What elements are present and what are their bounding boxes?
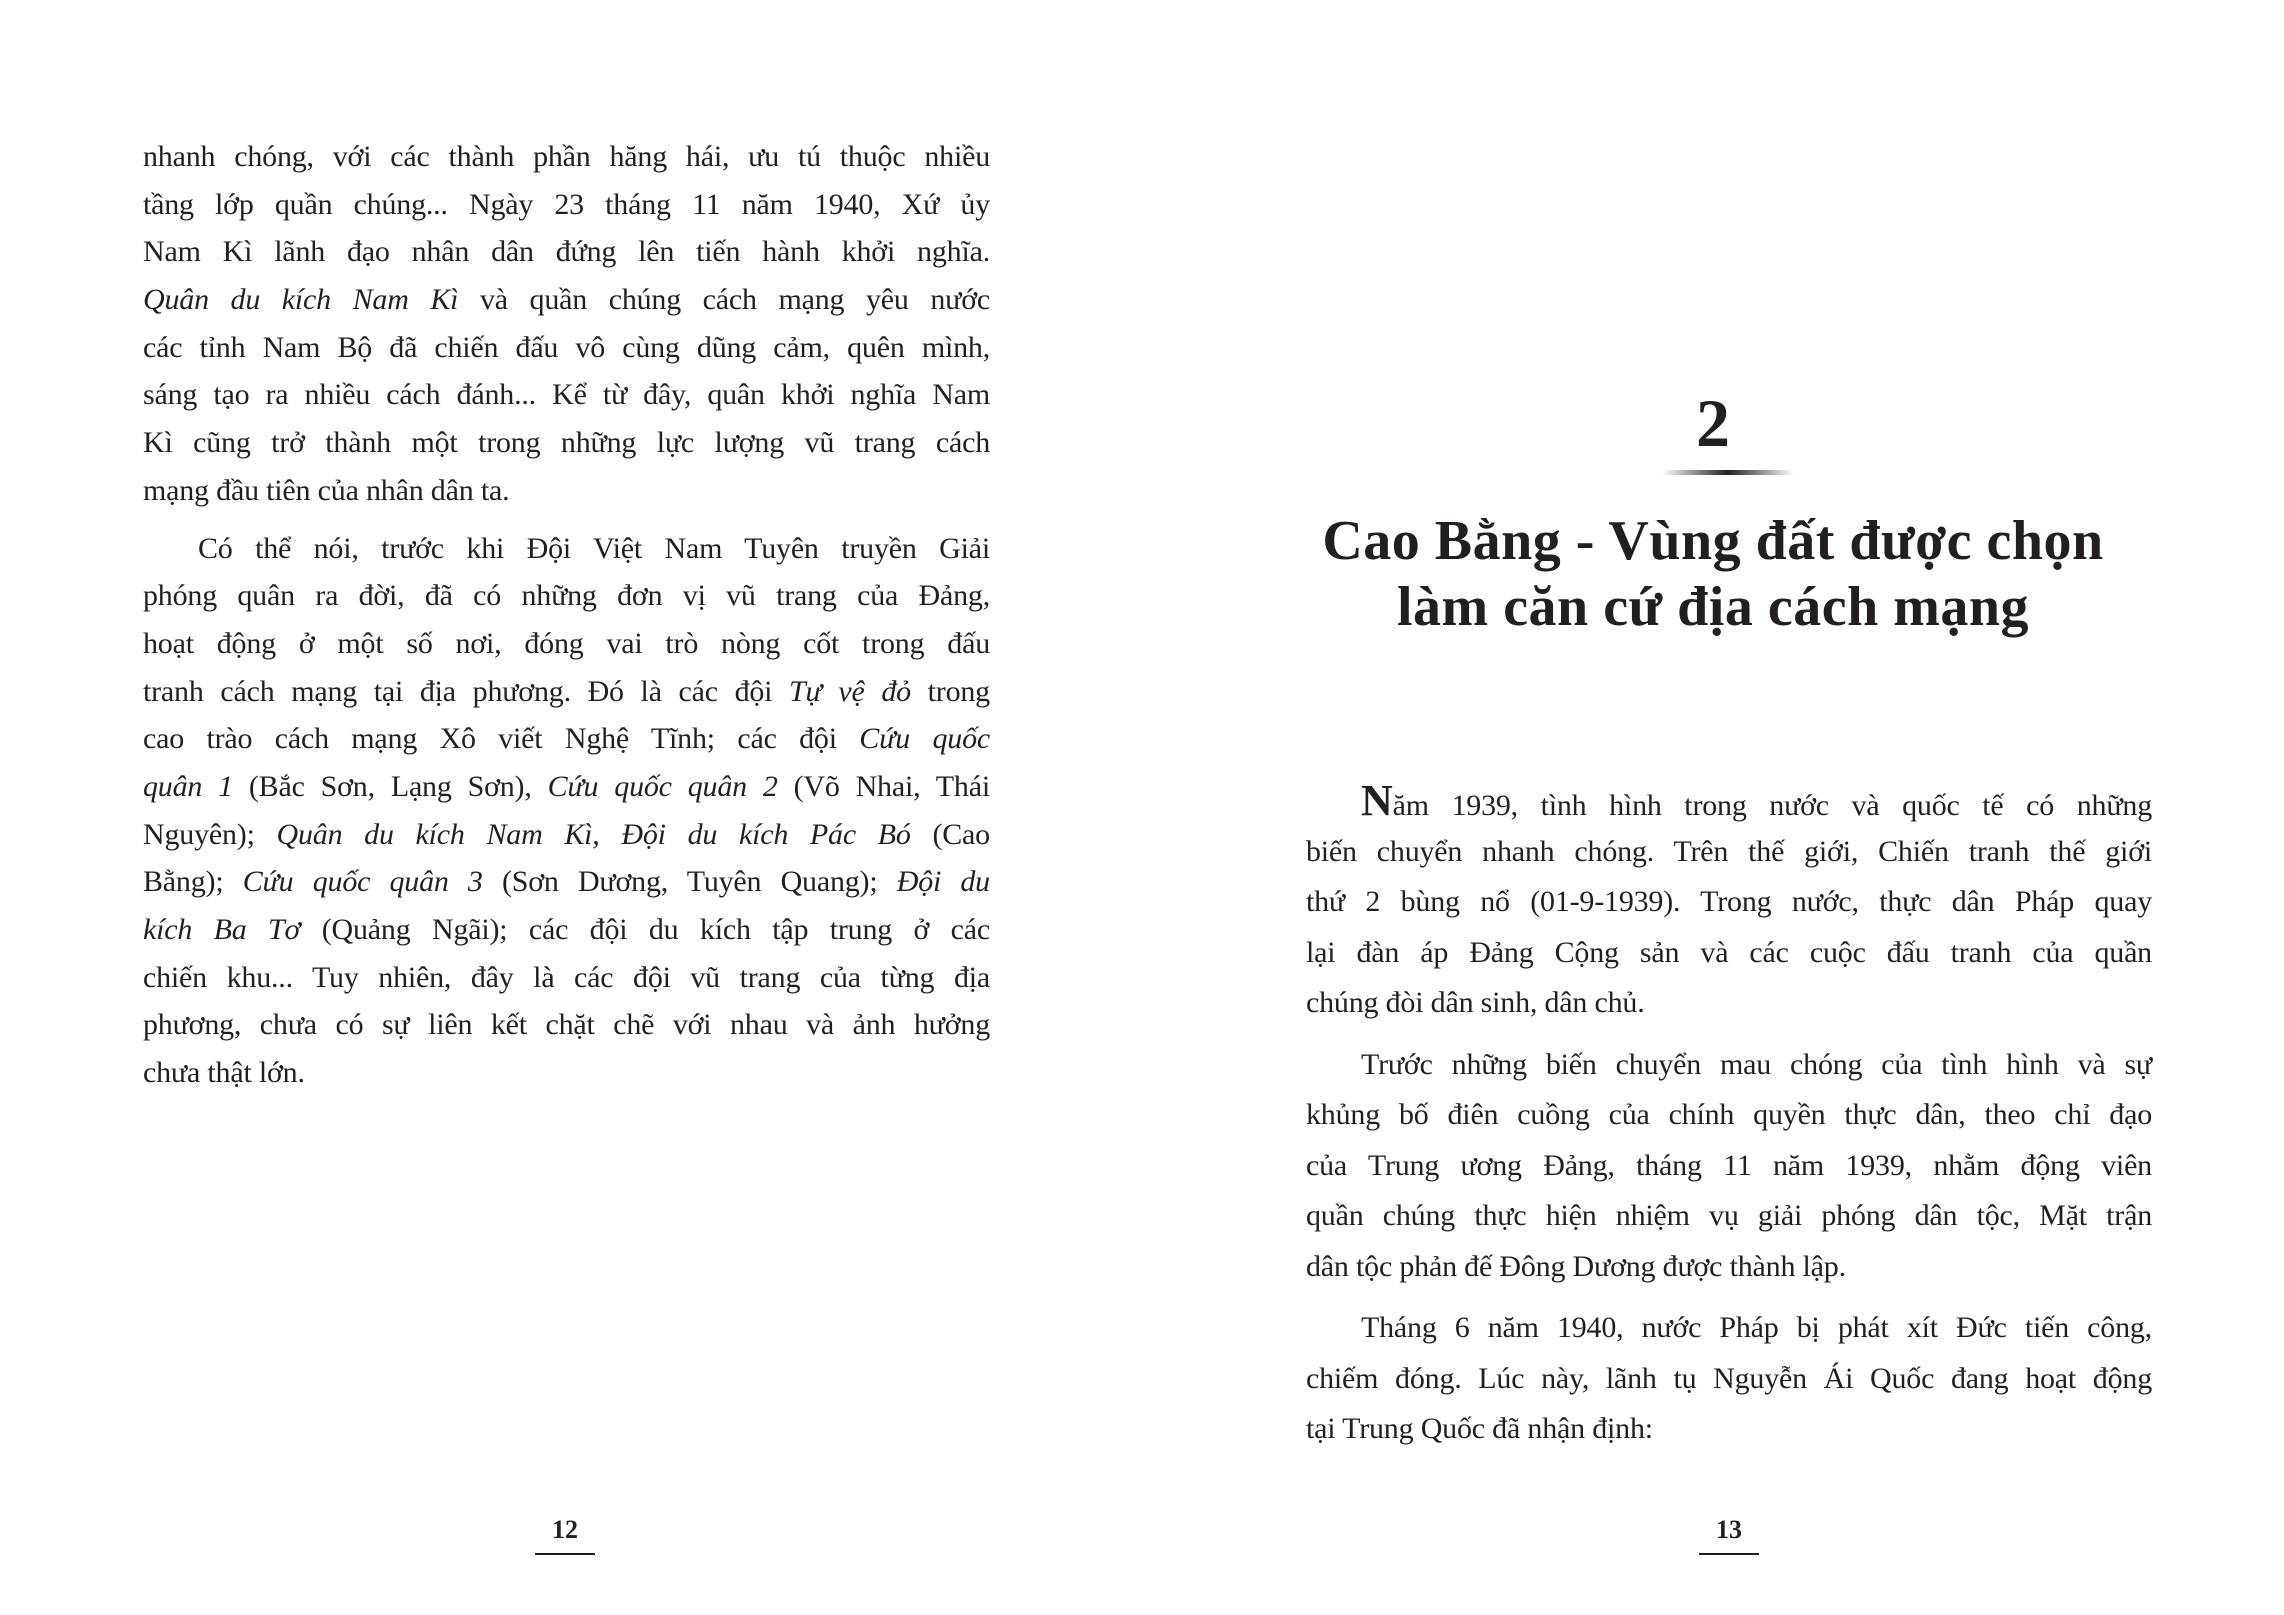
text-run: chúng đòi dân sinh, dân chủ.: [1306, 986, 1645, 1019]
italic-text: Cứu quốc: [859, 722, 990, 756]
text-line: [143, 276, 990, 324]
text-line: [1306, 1404, 2152, 1455]
text-line: [143, 572, 990, 620]
text-line: [1306, 1303, 2152, 1354]
text-run: lại đàn áp Đảng Cộng sản và các cuộc đấu tranh của quần: [1306, 935, 2152, 969]
italic-text: Quân du kích Nam Kì, Đội du kích Pác Bó: [276, 817, 911, 851]
page-number-rule: [1699, 1553, 1759, 1555]
text-line: [143, 906, 990, 954]
text-line: [143, 419, 990, 467]
text-line: [1306, 1242, 2152, 1293]
text-run: (Võ Nhai, Thái: [777, 769, 990, 803]
text-run: tầng lớp quần chúng... Ngày 23 tháng 11 năm 1940, Xứ ủy: [143, 187, 990, 221]
text-run: chiến khu... Tuy nhiên, đây là các đội vũ trang của từng địa: [143, 960, 990, 994]
right-page: [1142, 0, 2284, 1615]
italic-text: quân 1: [143, 769, 233, 803]
text-line: [143, 954, 990, 1002]
text-run: phóng quân ra đời, đã có những đơn vị vũ trang của Đảng,: [143, 579, 990, 613]
left-page-body: [143, 133, 990, 1097]
text-run: (Sơn Dương, Tuyên Quang);: [482, 865, 897, 899]
italic-text: Cứu quốc quân 2: [547, 769, 778, 803]
text-line: [1306, 1040, 2152, 1091]
paragraph: [1306, 776, 2152, 1029]
text-run: Kì cũng trở thành một trong những lực lượng vũ trang cách: [143, 426, 990, 460]
text-line: [143, 181, 990, 229]
page-number-rule: [535, 1553, 595, 1555]
text-line: [143, 371, 990, 419]
text-line: [1306, 776, 2152, 827]
paragraph: [143, 525, 990, 1097]
text-line: [143, 620, 990, 668]
text-run: ăm 1939, tình hình trong nước và quốc tế có những: [1392, 789, 2152, 822]
text-run: hoạt động ở một số nơi, đóng vai trò nòng cốt trong đấu: [143, 626, 990, 660]
text-run: cao trào cách mạng Xô viết Nghệ Tĩnh; các đội: [143, 722, 860, 756]
text-run: (Bắc Sơn, Lạng Sơn),: [232, 769, 548, 803]
text-run: phương, chưa có sự liên kết chặt chẽ với nhau và ảnh hưởng: [143, 1008, 990, 1042]
text-run: của Trung ương Đảng, tháng 11 năm 1939, nhằm động viên: [1306, 1148, 2152, 1182]
text-line: [143, 133, 990, 181]
text-run: dân tộc phản đế Đông Dương được thành lập.: [1306, 1249, 1846, 1283]
text-run: Bằng);: [143, 865, 243, 899]
text-run: nhanh chóng, với các thành phần hăng hái, ưu tú thuộc nhiều: [143, 140, 990, 173]
italic-text: Cứu quốc quân 3: [242, 865, 483, 899]
text-line: [1306, 877, 2152, 928]
text-line: [143, 1049, 990, 1097]
text-run: tranh cách mạng tại địa phương. Đó là các đội: [143, 674, 790, 708]
text-run: (Cao: [910, 817, 990, 851]
text-line: [143, 858, 990, 906]
page-number: 12: [552, 1515, 578, 1544]
text-run: Nguyên);: [143, 817, 277, 851]
text-line: [143, 1001, 990, 1049]
text-run: chưa thật lớn.: [143, 1056, 305, 1090]
text-run: Có thể nói, trước khi Đội Việt Nam Tuyên truyền Giải: [198, 531, 990, 565]
text-run: khủng bố điên cuồng của chính quyền thực dân, theo chỉ đạo: [1306, 1098, 2152, 1131]
drop-cap: N: [1361, 776, 1393, 825]
text-line: [1306, 1191, 2152, 1242]
chapter-title-line: Cao Bằng - Vùng đất được chọn: [1322, 510, 2104, 572]
text-line: [1306, 827, 2152, 878]
text-run: Nam Kì lãnh đạo nhân dân đứng lên tiến hành khởi nghĩa.: [143, 235, 990, 269]
page-number: 13: [1716, 1515, 1742, 1544]
italic-text: Đội du: [896, 865, 990, 899]
text-run: (Quảng Ngãi); các đội du kích tập trung ở các: [300, 913, 990, 946]
text-line: [1306, 978, 2152, 1029]
text-line: [143, 668, 990, 716]
right-page-body: [1306, 776, 2152, 1455]
text-run: thứ 2 bùng nổ (01-9-1939). Trong nước, thực dân Pháp quay: [1306, 885, 2152, 918]
text-line: [143, 763, 990, 811]
text-run: tại Trung Quốc đã nhận định:: [1306, 1412, 1653, 1445]
italic-text: Quân du kích Nam Kì: [143, 283, 459, 317]
paragraph: [1306, 1040, 2152, 1293]
text-run: mạng đầu tiên của nhân dân ta.: [143, 473, 510, 507]
paragraph: [143, 133, 990, 515]
paragraph-gap: [143, 515, 990, 525]
text-line: [1306, 928, 2152, 979]
text-run: Trước những biến chuyển mau chóng của tình hình và sự: [1361, 1047, 2152, 1081]
italic-text: Tự vệ đỏ: [789, 674, 911, 708]
paragraph-gap: [1306, 1029, 2152, 1040]
chapter-number: 2: [1696, 385, 1730, 461]
text-line: [143, 324, 990, 372]
text-line: [1306, 1141, 2152, 1192]
text-run: quần chúng thực hiện nhiệm vụ giải phóng dân tộc, Mặt trận: [1306, 1199, 2152, 1232]
italic-text: kích Ba Tơ: [143, 913, 301, 946]
text-line: [1306, 1090, 2152, 1141]
text-run: biến chuyển nhanh chóng. Trên thế giới, Chiến tranh thế giới: [1306, 834, 2152, 868]
text-line: [143, 525, 990, 573]
text-run: chiếm đóng. Lúc này, lãnh tụ Nguyễn Ái Quốc đang hoạt động: [1306, 1361, 2152, 1395]
text-run: Tháng 6 năm 1940, nước Pháp bị phát xít Đức tiến công,: [1361, 1311, 2152, 1344]
text-line: [143, 715, 990, 763]
paragraph-gap: [1306, 1292, 2152, 1303]
paragraph: [1306, 1303, 2152, 1455]
text-line: [143, 811, 990, 859]
text-line: [1306, 1354, 2152, 1405]
text-run: các tỉnh Nam Bộ đã chiến đấu vô cùng dũng cảm, quên mình,: [143, 330, 990, 364]
chapter-divider: [1662, 470, 1794, 475]
chapter-title-line: làm căn cứ địa cách mạng: [1396, 576, 2030, 638]
text-line: [143, 228, 990, 276]
text-line: [143, 467, 990, 515]
text-run: và quần chúng cách mạng yêu nước: [458, 283, 991, 317]
text-run: trong: [910, 674, 990, 708]
text-run: sáng tạo ra nhiều cách đánh... Kể từ đây, quân khởi nghĩa Nam: [143, 378, 990, 412]
chapter-title: [1142, 508, 2284, 640]
